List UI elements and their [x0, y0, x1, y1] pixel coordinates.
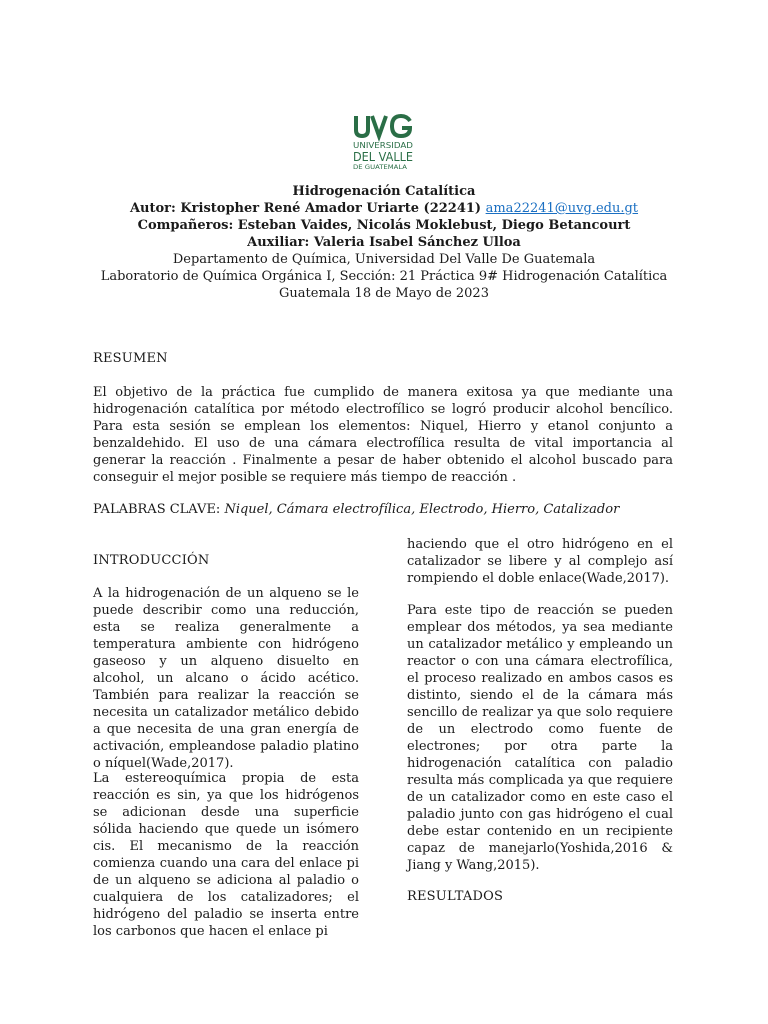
keywords-value: Niquel, Cámara electrofílica, Electrodo, Hierro, Catalizador [224, 502, 620, 517]
svg-text:DE GUATEMALA: DE GUATEMALA [353, 163, 408, 171]
intro-paragraph-1: A la hidrogenación de un alqueno se le puede describir como una reducción, esta se realiza generalmente a temperatura ambiente con hidrógeno gaseoso y un alqueno disuelto en alcohol, un alcano o ácido acético. También para realizar la reacción se necesita un catalizador metálico debido a que necesita de una gran energía de activación, empleandose paladio platino o níquel(Wade,2017). [93, 586, 359, 771]
right-paragraph-1: haciendo que el otro hidrógeno en el catalizador se libere y al complejo así rompiendo el doble enlace(Wade,2017). [407, 537, 673, 586]
place-date-line: Guatemala 18 de Mayo de 2023 [279, 286, 489, 301]
svg-text:DEL VALLE: DEL VALLE [353, 150, 413, 164]
svg-text:UNIVERSIDAD: UNIVERSIDAD [353, 140, 413, 150]
department-line: Departamento de Química, Universidad Del Valle De Guatemala [172, 252, 596, 267]
keywords-line [93, 502, 683, 517]
resumen-paragraph: El objetivo de la práctica fue cumplido de manera exitosa ya que mediante una hidrogenación catalítica por método electrofílico se logró producir alcohol bencílico. Para esta sesión se emplean los elementos: Niquel, Hierro y etanol conjunto a benzaldehido. El uso de una cámara electrofílica resulta de vital importancia al generar la reacción . Finalmente a pesar de haber obtenido el alcohol buscado para conseguir el mejor posible se requiere más tiempo de reacción . [93, 385, 673, 485]
uvg-logo [352, 112, 416, 172]
assistant-line: Auxiliar: Valeria Isabel Sánchez Ulloa [247, 235, 521, 250]
lab-line: Laboratorio de Química Orgánica I, Sección: 21 Práctica 9# Hidrogenación Catalítica [100, 269, 668, 284]
uvg-logo-graphic [352, 112, 416, 172]
companions-line: Compañeros: Esteban Vaides, Nicolás Moklebust, Diego Betancourt [137, 218, 631, 233]
author-name: Autor: Kristopher René Amador Uriarte (22241) [129, 201, 482, 216]
resultados-heading: RESULTADOS [407, 889, 504, 904]
introduccion-heading: INTRODUCCIÓN [93, 553, 210, 568]
right-paragraph-2: Para este tipo de reacción se pueden emplear dos métodos, ya sea mediante un catalizador metálico y empleando un reactor o con una cámara electrofílica, el proceso realizado en ambos casos es distinto, siendo el de la cámara más sencillo de realizar ya que solo requiere de un electrodo como fuente de electrones; por otra parte la hidrogenación catalítica con paladio resulta más complicada ya que requiere de un catalizador como en este caso el paladio junto con gas hidrógeno el cual debe estar contenido en un recipiente capaz de manejarlo(Yoshida,2016 & Jiang y Wang,2015). [407, 603, 673, 873]
author-line [80, 200, 688, 217]
document-title: Hidrogenación Catalítica [292, 184, 476, 199]
intro-paragraph-2: La estereoquímica propia de esta reacción es sin, ya que los hidrógenos se adicionan desde una superficie sólida haciendo que quede un isómero cis. El mecanismo de la reacción comienza cuando una cara del enlace pi de un alqueno se adiciona al paladio o cualquiera de los catalizadores; el hidrógeno del paladio se inserta entre los carbonos que hacen el enlace pi [93, 771, 359, 939]
keywords-label: PALABRAS CLAVE: [93, 502, 221, 517]
author-email-link[interactable]: ama22241@uvg.edu.gt [485, 201, 639, 216]
resumen-heading: RESUMEN [93, 351, 168, 366]
document-header [80, 183, 688, 302]
